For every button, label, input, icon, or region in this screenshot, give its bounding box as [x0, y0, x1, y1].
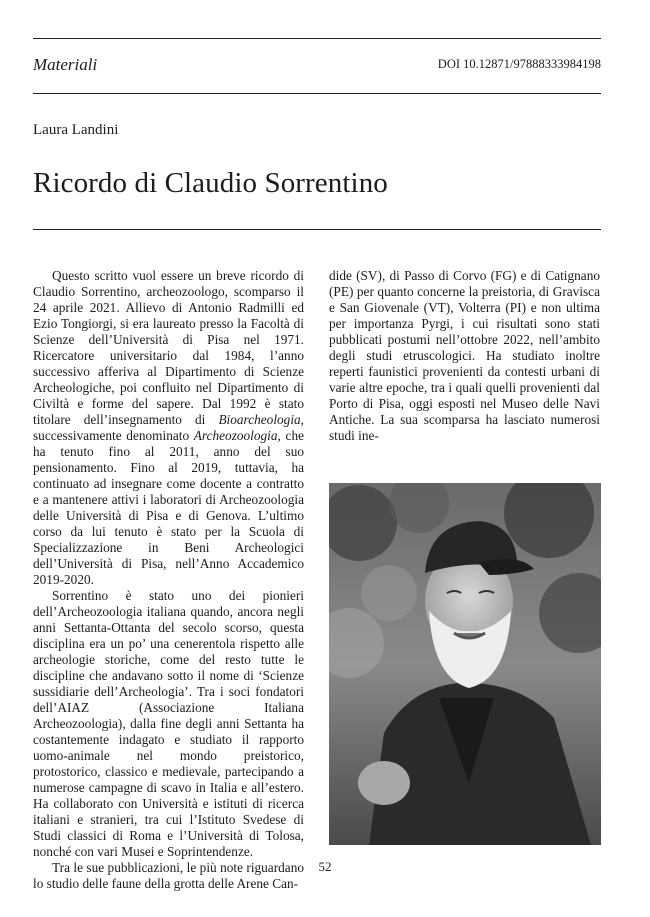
paragraph-1: Questo scritto vuol essere un breve ricordo di Claudio Sorrentino, archeozoologo, scomparso il 24 aprile 2021. Allievo di Antonio Radmilli ed Ezio Tongiorgi, si era laureato presso la Facoltà di Scienze dell’Università di Pisa nel 1971. Ricercatore universitario dal 1984, l’anno successivo afferiva al Dipartimento di Scienze Archeologiche, poi confluito nel Dipartimento di Civiltà e forme del sapere. Dal 1992 è stato titolare dell’insegnamento di Bioarcheologia, successivamente denominato Archeozoologia, che ha tenuto fino al 2011, anno del suo pensionamento. Fino al 2019, tuttavia, ha continuato ad insegnare come docente a contratto e a mantenere attivi i laboratori di Archeozoologia delle Università di Pisa e di Genova. L’ultimo corso da lui tenuto è stato per la Scuola di Specializzazione in Beni Archeologici dell’Università di Pisa, nell’Anno Accademico 2019-2020.: [33, 268, 304, 587]
paragraph-2: Sorrentino è stato uno dei pionieri dell’Archeozoologia italiana quando, ancora negli anni Settanta-Ottanta del secolo scorso, questa disciplina era un po’ una cenerentola rispetto alle archeologie storiche, come del resto tutte le discipline che andavano sotto il nome di ‘Scienze sussidiarie dell’Archeologia’. Tra i soci fondatori dell’AIAZ (Associazione Italiana Archeozoologia), dalla fine degli anni Settanta ha costantemente indagato e studiato il rapporto uomo-animale nel mondo preistorico, protostorico, classico e medievale, partecipando a numerose campagne di scavo in Italia e all’estero. Ha collaborato con Università e istituti di ricerca italiani e stranieri, tra cui l’Istituto Svedese di Studi classici di Roma e l’Università di Tolosa, nonché con vari Musei e Soprintendenze.: [33, 588, 304, 859]
author-name: Laura Landini: [33, 122, 119, 138]
paragraph-3: Tra le sue pubblicazioni, le più note riguardano lo studio delle faune della grotta delle Arene Can-: [33, 860, 304, 891]
doi-label: DOI 10.12871/97888333984198: [437, 57, 601, 71]
article-title: Ricordo di Claudio Sorrentino: [33, 167, 388, 199]
top-rule: [33, 38, 601, 39]
header-rule: [33, 93, 601, 94]
right-column: [329, 268, 600, 444]
left-column: [33, 268, 304, 892]
title-rule: [33, 229, 601, 230]
section-label: Materiali: [33, 55, 98, 74]
paragraph-3-continued: dide (SV), di Passo di Corvo (FG) e di Catignano (PE) per quanto concerne la preistoria, di Gravisca e San Giovenale (VT), Volterra (PI) e non ultima per importanza Pyrgi, i cui risultati sono stati pubblicati postumi nell’ottobre 2022, nell’ambito degli studi etruscologici. Ha studiato inoltre reperti faunistici provenienti da contesti urbani di varie altre epoche, tra i quali quelli provenienti dal Porto di Pisa, oggi esposti nel Museo delle Navi Antiche. La sua scomparsa ha lasciato numerosi studi ine-: [329, 268, 600, 443]
portrait-photo: [329, 483, 601, 845]
page-number: 52: [318, 859, 332, 874]
